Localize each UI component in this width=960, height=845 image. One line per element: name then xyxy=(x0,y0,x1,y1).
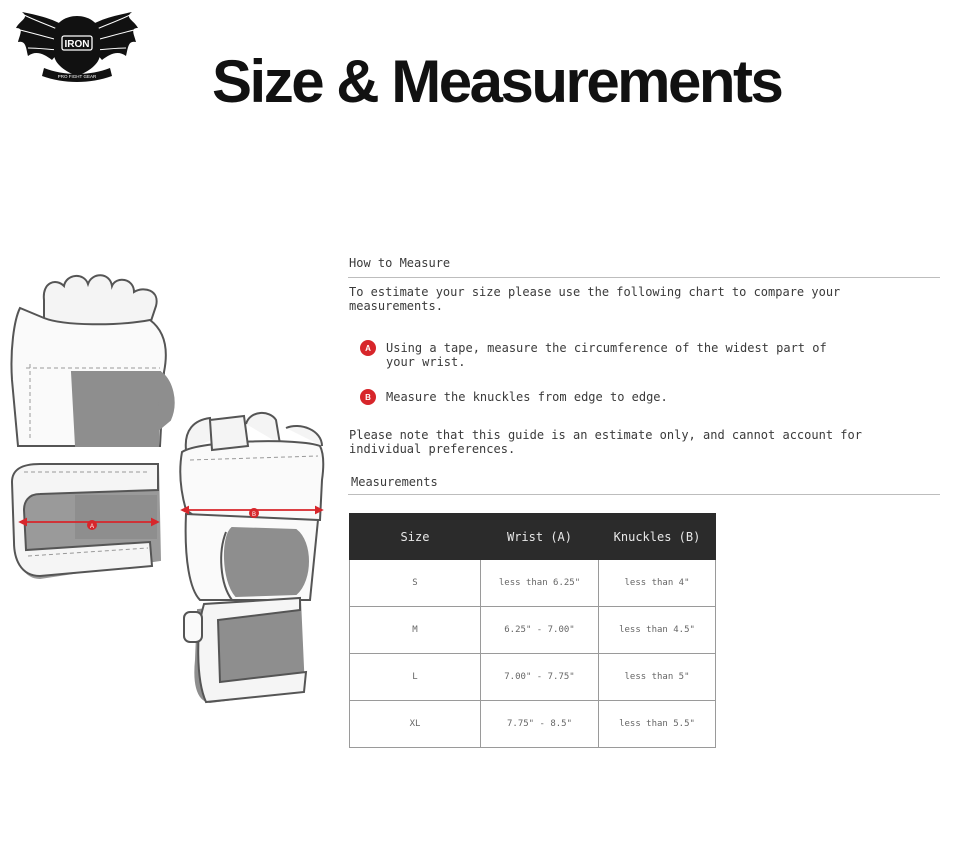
table-row xyxy=(350,701,716,748)
intro-text-line1: To estimate your size please use the following chart to compare your xyxy=(349,285,841,299)
svg-text:PRO FIGHT GEAR: PRO FIGHT GEAR xyxy=(57,74,97,79)
column-header-size: Size xyxy=(350,514,481,560)
svg-text:B: B xyxy=(251,512,257,518)
glove-palm-view xyxy=(180,413,323,702)
brand-logo xyxy=(8,2,146,86)
table-row xyxy=(350,560,716,607)
size-cell: M xyxy=(350,607,481,654)
table-row xyxy=(350,654,716,701)
page-title: Size & Measurements xyxy=(212,48,782,115)
note-text-line2: individual preferences. xyxy=(349,442,516,456)
knuckles-cell: less than 4" xyxy=(599,560,716,607)
wrist-cell: 6.25" - 7.00" xyxy=(481,607,599,654)
measurements-heading: Measurements xyxy=(351,475,438,489)
knuckles-cell: less than 5" xyxy=(599,654,716,701)
step-b-marker-icon: B xyxy=(360,389,376,405)
size-cell: XL xyxy=(350,701,481,748)
table-row xyxy=(350,607,716,654)
svg-text:A: A xyxy=(89,524,95,530)
winged-shield-logo-icon xyxy=(8,2,146,86)
wrist-cell: less than 6.25" xyxy=(481,560,599,607)
knuckles-cell: less than 5.5" xyxy=(599,701,716,748)
table-header-row xyxy=(350,514,716,560)
column-header-wrist: Wrist (A) xyxy=(481,514,599,560)
svg-text:IRON: IRON xyxy=(64,39,90,50)
column-header-knuckles: Knuckles (B) xyxy=(599,514,716,560)
divider xyxy=(348,277,940,278)
size-table xyxy=(349,513,716,748)
divider xyxy=(348,494,940,495)
step-a-marker-icon: A xyxy=(360,340,376,356)
wrist-cell: 7.75" - 8.5" xyxy=(481,701,599,748)
mma-glove-illustration xyxy=(0,260,345,720)
knuckles-cell: less than 4.5" xyxy=(599,607,716,654)
size-cell: S xyxy=(350,560,481,607)
glove-front-view xyxy=(11,275,173,578)
how-to-measure-heading: How to Measure xyxy=(349,256,451,270)
step-a-text-line2: your wrist. xyxy=(386,355,466,369)
note-text-line1: Please note that this guide is an estimate only, and cannot account for xyxy=(349,428,862,442)
size-cell: L xyxy=(350,654,481,701)
step-b-text: Measure the knuckles from edge to edge. xyxy=(386,390,668,404)
step-a-text-line1: Using a tape, measure the circumference of the widest part of xyxy=(386,341,827,355)
intro-text-line2: measurements. xyxy=(349,299,443,313)
wrist-cell: 7.00" - 7.75" xyxy=(481,654,599,701)
